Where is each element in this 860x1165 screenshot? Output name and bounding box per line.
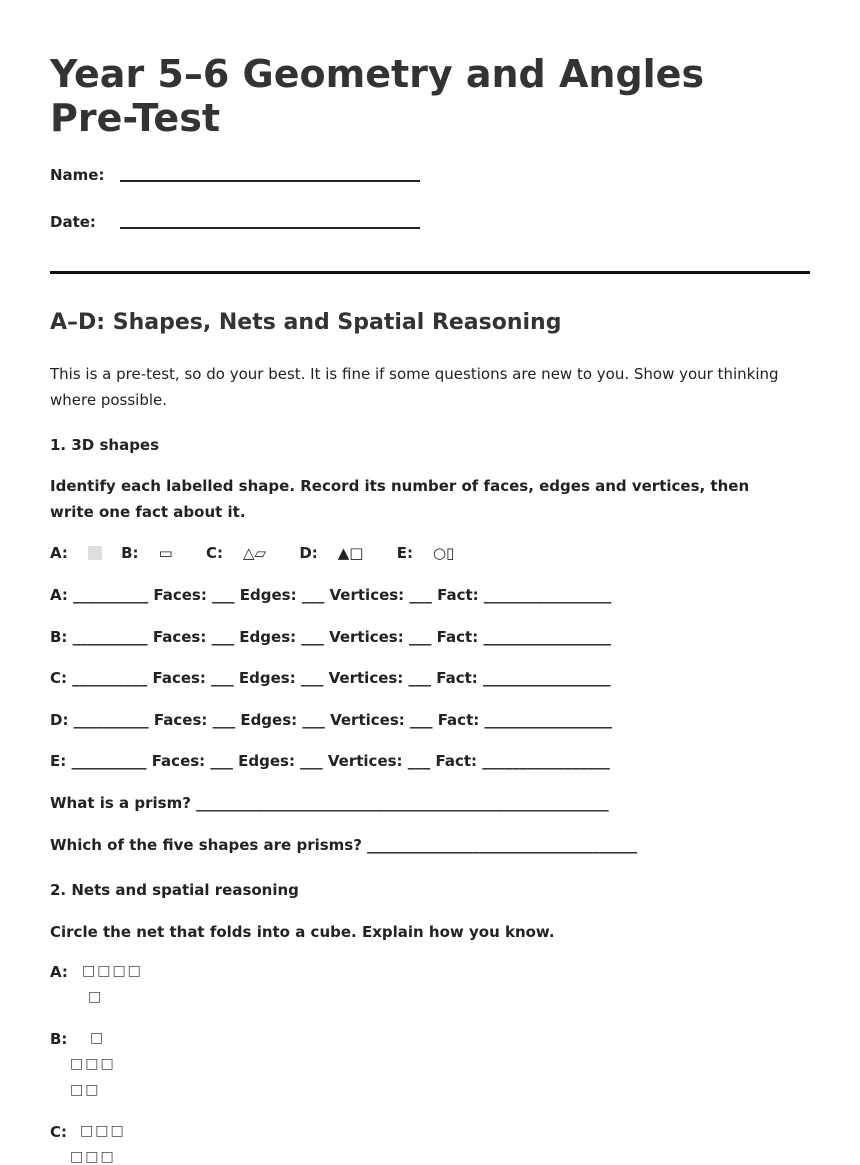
net-b-label: B:	[50, 1030, 68, 1048]
name-label: Name:	[50, 166, 105, 184]
shape-row-a[interactable]: A: __________ Faces: ___ Edges: ___ Vertices: ___ Fact: _________________	[50, 586, 612, 604]
name-field	[50, 166, 104, 184]
net-b-row: □□	[70, 1082, 101, 1098]
shape-a-swatch	[88, 546, 102, 560]
shape-c: C: △▱	[205, 544, 267, 562]
net-c-label: C:	[50, 1123, 68, 1141]
section-intro: This is a pre-test, so do your best. It is fine if some questions are new to you. Show your thinking where possible.	[50, 365, 779, 409]
net-a-label: A:	[50, 963, 68, 981]
page-title: Year 5–6 Geometry and Angles Pre-Test	[50, 52, 705, 140]
shape-a: A:	[50, 544, 102, 562]
net-a-row: □□□□	[82, 963, 143, 979]
net-b-row: □□□	[70, 1056, 116, 1072]
q1-title: 1. 3D shapes	[50, 436, 160, 454]
shape-legend	[50, 540, 482, 566]
shape-row-b[interactable]: B: __________ Faces: ___ Edges: ___ Vertices: ___ Fact: _________________	[50, 628, 611, 646]
name-line[interactable]	[120, 180, 420, 182]
q2-instruction: Circle the net that folds into a cube. Explain how you know.	[50, 923, 555, 941]
net-c-row: □□□	[80, 1123, 126, 1139]
shape-d: D: ▲□	[299, 544, 364, 562]
q2-title: 2. Nets and spatial reasoning	[50, 881, 299, 899]
net-a-row: □	[88, 989, 104, 1005]
shape-row-c[interactable]: C: __________ Faces: ___ Edges: ___ Vertices: ___ Fact: _________________	[50, 669, 611, 687]
shape-row-e[interactable]: E: __________ Faces: ___ Edges: ___ Vertices: ___ Fact: _________________	[50, 752, 610, 770]
q1-instruction: Identify each labelled shape. Record its number of faces, edges and vertices, then write one fact about it.	[50, 477, 750, 521]
which-prisms-question[interactable]: Which of the five shapes are prisms? ____________________________________	[50, 836, 638, 854]
date-label: Date:	[50, 213, 96, 231]
date-field	[50, 213, 96, 231]
shape-b: B: ▭	[121, 544, 173, 562]
net-b-row: □	[90, 1030, 106, 1046]
date-line[interactable]	[120, 227, 420, 229]
shape-row-d[interactable]: D: __________ Faces: ___ Edges: ___ Vertices: ___ Fact: _________________	[50, 711, 612, 729]
section-heading: A–D: Shapes, Nets and Spatial Reasoning	[50, 310, 562, 335]
header-divider	[50, 271, 810, 274]
prism-question[interactable]: What is a prism? _______________________________________________________	[50, 794, 609, 812]
net-c-row: □□□	[70, 1149, 116, 1165]
shape-e: E: ○▯	[396, 544, 455, 562]
